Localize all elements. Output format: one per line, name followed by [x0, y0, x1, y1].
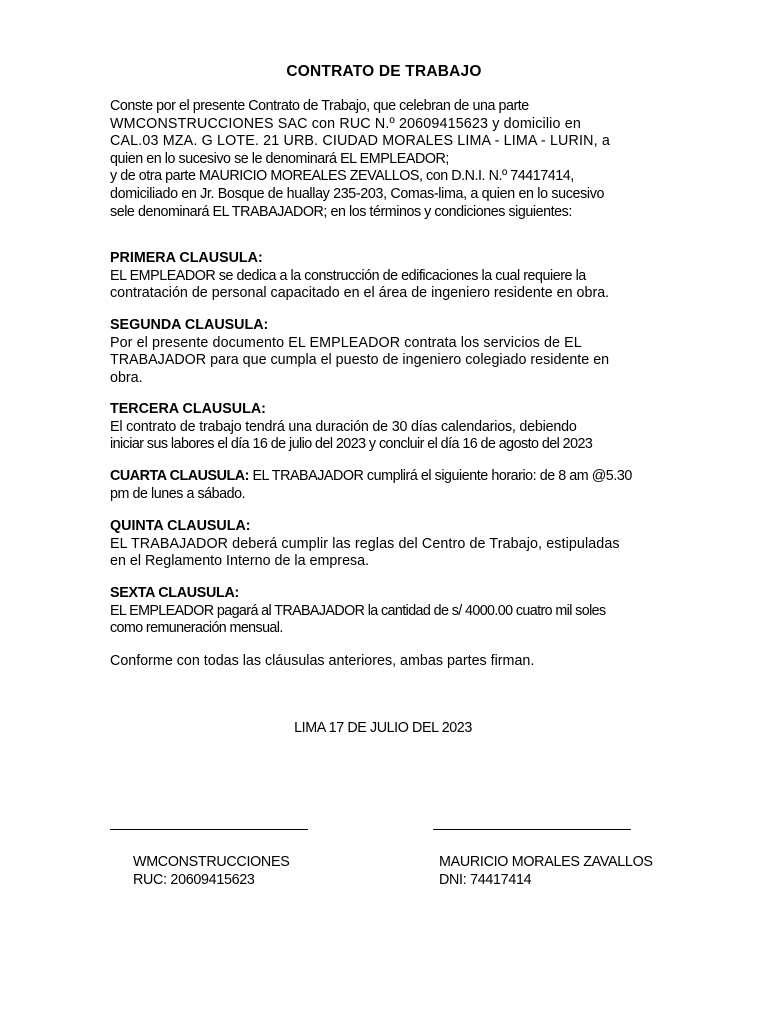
clause-heading: TERCERA CLAUSULA: — [110, 401, 266, 417]
signatory-id: RUC: 20609415623 — [133, 872, 255, 888]
clause-line: en el Reglamento Interno de la empresa. — [110, 553, 370, 570]
intro-line: CAL.03 MZA. G LOTE. 21 URB. CIUDAD MORALES LIMA - LIMA - LURIN, a — [110, 133, 610, 150]
intro-line: sele denominará EL TRABAJADOR; en los términos y condiciones siguientes: — [110, 203, 572, 220]
clause-primera — [110, 250, 670, 303]
closing-line: Conforme con todas las cláusulas anteriores, ambas partes firman. — [110, 653, 535, 669]
intro-paragraph — [110, 98, 670, 221]
document-title: CONTRATO DE TRABAJO — [286, 63, 482, 80]
clause-line: TRABAJADOR para que cumpla el puesto de ingeniero colegiado residente en — [110, 352, 610, 369]
clause-line: EL TRABAJADOR deberá cumplir las reglas del Centro de Trabajo, estipuladas — [110, 535, 620, 552]
closing-statement — [110, 653, 670, 671]
clause-line: EL EMPLEADOR se dedica a la construcción de edificaciones la cual requiere la — [110, 267, 586, 284]
clause-segunda — [110, 317, 670, 387]
signatory-id: DNI: 74417414 — [439, 872, 532, 888]
clause-line: como remuneración mensual. — [110, 620, 283, 637]
clause-heading: SEXTA CLAUSULA: — [110, 585, 239, 601]
intro-line: WMCONSTRUCCIONES SAC con RUC N.º 20609415623 y domicilio en — [110, 115, 581, 132]
clause-text: EL TRABAJADOR cumplirá el siguiente horario: de 8 am @5.30 — [248, 468, 632, 484]
place-and-date: LIMA 17 DE JULIO DEL 2023 — [294, 720, 472, 736]
clause-heading: QUINTA CLAUSULA: — [110, 518, 251, 534]
signature-line-right — [433, 829, 631, 830]
clause-heading: SEGUNDA CLAUSULA: — [110, 317, 269, 333]
clause-line: obra. — [110, 369, 143, 386]
clause-line: pm de lunes a sábado. — [110, 485, 246, 502]
clause-heading: CUARTA CLAUSULA: — [110, 468, 249, 484]
signature-block-right — [439, 853, 653, 889]
signature-line-left — [110, 829, 308, 830]
intro-line: Conste por el presente Contrato de Trabajo, que celebran de una parte — [110, 98, 529, 114]
clause-line: El contrato de trabajo tendrá una duración de 30 días calendarios, debiendo — [110, 418, 577, 435]
clause-line: Por el presente documento EL EMPLEADOR contrata los servicios de EL — [110, 334, 582, 351]
signatory-name: MAURICIO MORALES ZAVALLOS — [439, 854, 653, 870]
intro-line: domiciliado en Jr. Bosque de huallay 235-203, Comas-lima, a quien en lo sucesivo — [110, 185, 605, 202]
intro-line: y de otra parte MAURICIO MOREALES ZEVALLOS, con D.N.I. N.º 74417414, — [110, 168, 574, 185]
signatory-name: WMCONSTRUCCIONES — [133, 854, 290, 870]
clause-line: contratación de personal capacitado en el área de ingeniero residente en obra. — [110, 285, 610, 302]
clause-quinta — [110, 518, 670, 571]
clause-line: EL EMPLEADOR pagará al TRABAJADOR la cantidad de s/ 4000.00 cuatro mil soles — [110, 602, 606, 619]
clause-sexta — [110, 585, 670, 638]
clause-tercera — [110, 401, 670, 454]
clause-line: iniciar sus labores el día 16 de julio del 2023 y concluir el día 16 de agosto del 2023 — [110, 436, 593, 453]
clause-heading: PRIMERA CLAUSULA: — [110, 250, 263, 266]
signature-block-left — [133, 853, 289, 889]
intro-line: quien en lo sucesivo se le denominará EL EMPLEADOR; — [110, 150, 449, 167]
clause-cuarta — [110, 468, 670, 503]
clause-line — [110, 468, 670, 486]
